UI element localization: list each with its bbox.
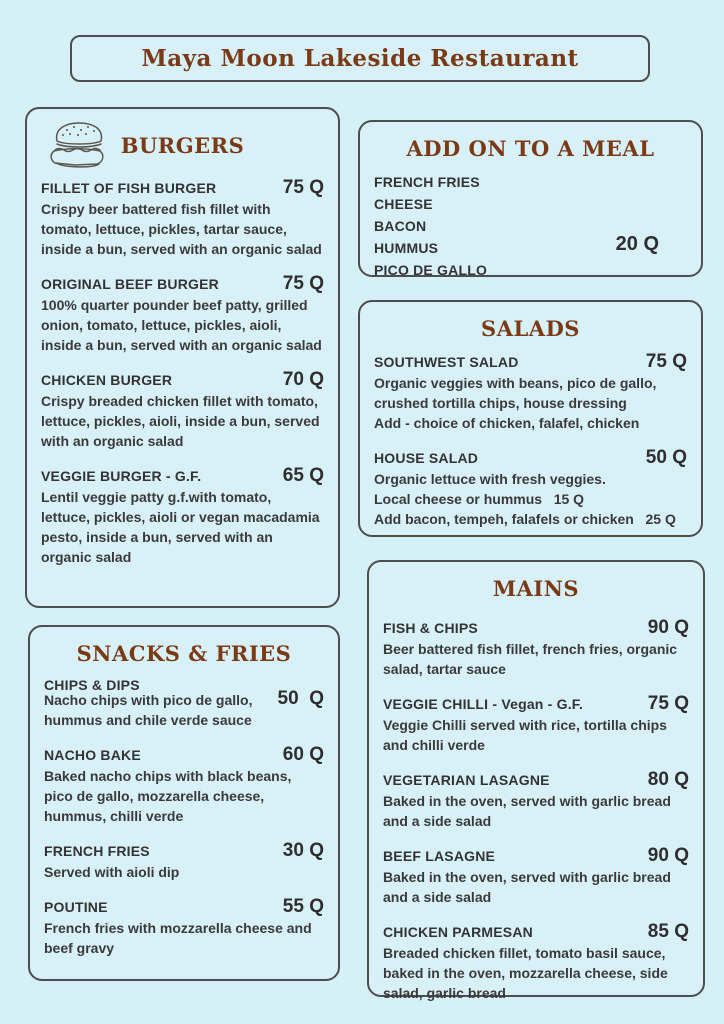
item-description: French fries with mozzarella cheese and beef gravy: [44, 920, 316, 956]
item-name: BEEF LASAGNE: [383, 848, 496, 864]
section-snacks-fries: [28, 625, 340, 981]
addon-item: CHEESE: [374, 196, 433, 212]
salads-heading: SALADS: [481, 316, 580, 341]
item-price: 75 Q: [645, 351, 687, 372]
addons-body: [374, 171, 687, 281]
item-name: SOUTHWEST SALAD: [374, 354, 519, 370]
menu-item-fish-chips: [383, 617, 689, 679]
item-price: 75 Q: [647, 693, 689, 714]
item-description: Crispy beer battered fish fillet with tomato, lettuce, pickles, tartar sauce, inside a bun, served with an organic salad: [41, 201, 322, 257]
section-salads: [358, 300, 703, 537]
item-name: VEGGIE BURGER - G.F.: [41, 468, 202, 484]
item-description: Add - choice of chicken, falafel, chicken: [374, 415, 640, 431]
item-name: CHICKEN PARMESAN: [383, 924, 533, 940]
item-price: 60 Q: [282, 744, 324, 765]
item-description: Served with aioli dip: [44, 864, 180, 880]
item-description: Organic lettuce with fresh veggies.: [374, 471, 606, 487]
item-description: Beer battered fish fillet, french fries, organic salad, tartar sauce: [383, 641, 681, 677]
burgers-heading: BURGERS: [120, 133, 245, 158]
section-mains: [367, 560, 705, 1001]
menu-item-poutine: [44, 896, 324, 958]
addon-item: PICO DE GALLO: [374, 262, 488, 278]
menu-item-chicken-burger: [41, 369, 324, 451]
addons-heading: ADD ON TO A MEAL: [406, 136, 655, 161]
menu-item-chicken-parmesan: [383, 921, 689, 1003]
item-price: 50 Q: [645, 447, 687, 468]
item-name: HOUSE SALAD: [374, 450, 479, 466]
menu-item-veggie-burger: [41, 465, 324, 567]
item-name: CHICKEN BURGER: [41, 372, 173, 388]
addon-item: BACON: [374, 218, 427, 234]
menu-item-original-beef-burger: [41, 273, 324, 355]
item-name: POUTINE: [44, 899, 108, 915]
item-price: 50 Q: [277, 688, 324, 709]
menu-item-southwest-salad: [374, 351, 687, 433]
addon-item: HUMMUS: [374, 240, 439, 256]
item-name: VEGETARIAN LASAGNE: [383, 772, 550, 788]
burgers-header: [41, 119, 324, 175]
item-description: 100% quarter pounder beef patty, grilled onion, tomato, lettuce, pickles, aioli, inside a bun, served with an organic salad: [41, 297, 322, 353]
menu-item-fillet-of-fish-burger: [41, 177, 324, 259]
title-box: [70, 35, 650, 82]
item-name: CHIPS & DIPS: [44, 677, 140, 693]
menu-item-beef-lasagne: [383, 845, 689, 907]
item-name: NACHO BAKE: [44, 747, 141, 763]
item-price: 80 Q: [647, 769, 689, 790]
item-price: 90 Q: [647, 845, 689, 866]
item-price: 65 Q: [282, 465, 324, 486]
item-description: Baked in the oven, served with garlic bread and a side salad: [383, 869, 675, 905]
item-description: Baked nacho chips with black beans, pico de gallo, mozzarella cheese, hummus, chilli verde: [44, 768, 296, 824]
item-description: Baked in the oven, served with garlic bread and a side salad: [383, 793, 675, 829]
item-price: 75 Q: [282, 177, 324, 198]
item-description: Nacho chips with pico de gallo, hummus and chile verde sauce: [44, 692, 257, 728]
item-description: Organic veggies with beans, pico de gallo, crushed tortilla chips, house dressing: [374, 375, 661, 411]
item-description: Add bacon, tempeh, falafels or chicken 25 Q: [374, 511, 676, 527]
item-name: FISH & CHIPS: [383, 620, 478, 636]
item-price: 85 Q: [647, 921, 689, 942]
item-price: 75 Q: [282, 273, 324, 294]
addons-price: 20 Q: [615, 233, 659, 255]
item-name: VEGGIE CHILLI - Vegan - G.F.: [383, 696, 584, 712]
item-description: Local cheese or hummus 15 Q: [374, 491, 585, 507]
mains-heading: MAINS: [492, 576, 580, 601]
item-description: Veggie Chilli served with rice, tortilla chips and chilli verde: [383, 717, 671, 753]
item-price: 90 Q: [647, 617, 689, 638]
snacks-heading: SNACKS & FRIES: [76, 641, 292, 666]
menu-item-french-fries: [44, 840, 324, 882]
item-description: Lentil veggie patty g.f.with tomato, lettuce, pickles, aioli or vegan macadamia pesto, inside a bun, served with an organic salad: [41, 489, 324, 565]
menu-item-nacho-bake: [44, 744, 324, 826]
item-price: 55 Q: [282, 896, 324, 917]
addon-item: FRENCH FRIES: [374, 174, 480, 190]
item-name: FILLET OF FISH BURGER: [41, 180, 217, 196]
item-name: FRENCH FRIES: [44, 843, 150, 859]
item-description: Breaded chicken fillet, tomato basil sauce, baked in the oven, mozzarella cheese, side salad, garlic bread: [383, 945, 672, 1001]
menu-item-veggie-chilli: [383, 693, 689, 755]
addons-list: [374, 171, 616, 281]
section-add-ons: [358, 120, 703, 277]
item-name: ORIGINAL BEEF BURGER: [41, 276, 219, 292]
section-burgers: [25, 107, 340, 608]
menu-item-vegetarian-lasagne: [383, 769, 689, 831]
menu-item-house-salad: [374, 447, 687, 529]
page-title: Maya Moon Lakeside Restaurant: [141, 45, 579, 72]
item-description: Crispy breaded chicken fillet with tomato, lettuce, pickles, aioli, inside a bun, served with an organic salad: [41, 393, 324, 449]
menu-item-chips-dips: [44, 674, 324, 730]
item-price: 30 Q: [282, 840, 324, 861]
item-price: 70 Q: [282, 369, 324, 390]
